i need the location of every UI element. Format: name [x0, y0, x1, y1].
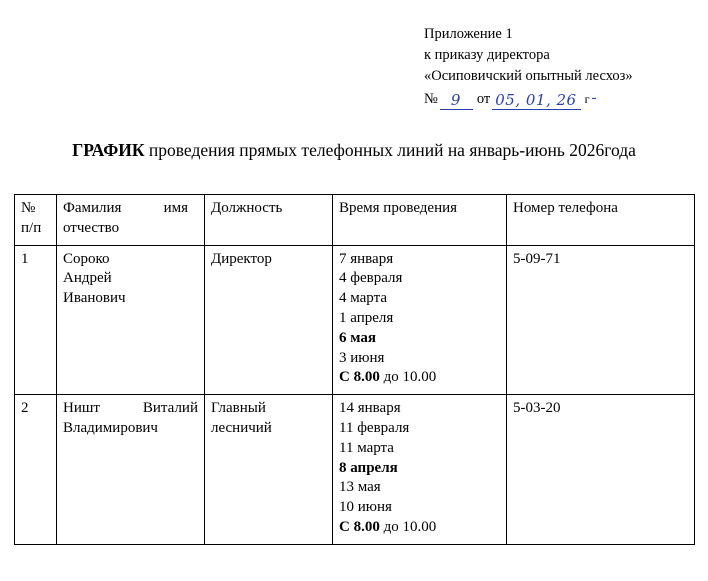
row-fullname-line: Владимирович	[63, 419, 158, 436]
row-time	[333, 245, 507, 395]
row-date-item: 8 апреля	[339, 459, 398, 476]
column-header-fullname-line1: Фамилия имя	[63, 200, 188, 216]
row-fullname-line: Андрей	[63, 270, 112, 287]
table-row	[15, 395, 695, 545]
page-title	[18, 140, 690, 161]
row-fullname-line: Сороко	[63, 250, 110, 267]
row-date-item: 14 января	[339, 400, 401, 417]
column-header-number-line2: п/п	[21, 219, 42, 236]
row-date-item: 4 февраля	[339, 270, 403, 287]
row-time-note-bold: С 8.00	[339, 369, 380, 386]
table-row	[15, 245, 695, 395]
row-date-item: 4 марта	[339, 290, 387, 307]
row-date-item: 11 февраля	[339, 419, 410, 436]
row-date-item: 3 июня	[339, 349, 385, 366]
document-header-block	[424, 24, 700, 110]
column-header-time: Время проведения	[333, 195, 507, 246]
row-phone: 5-03-20	[507, 395, 695, 545]
page-title-rest: проведения прямых телефонных линий на январь-июнь 2026года	[144, 140, 636, 160]
column-header-position: Должность	[205, 195, 333, 246]
row-position	[205, 395, 333, 545]
column-header-fullname-line2: отчество	[63, 219, 120, 236]
row-time-note	[339, 518, 500, 538]
order-year-mark: г	[584, 92, 590, 107]
page-title-bold: ГРАФИК	[72, 140, 145, 160]
column-header-phone: Номер телефона	[507, 195, 695, 246]
row-date-list	[339, 399, 500, 518]
column-header-number-line1: №	[21, 200, 36, 216]
row-time-note	[339, 368, 500, 388]
row-number: 1	[15, 245, 57, 395]
row-position-line: Главный	[211, 400, 266, 417]
handwritten-dash: -	[591, 90, 597, 107]
column-header-fullname	[57, 195, 205, 246]
header-number-date-line	[424, 88, 700, 110]
order-number-value: 9	[440, 92, 473, 110]
header-appendix-line: Приложение 1	[424, 26, 513, 42]
row-time-note-rest: до 10.00	[379, 518, 437, 535]
order-date-label: от	[476, 90, 491, 107]
row-date-item: 7 января	[339, 250, 394, 267]
row-date-item: 1 апреля	[339, 309, 394, 326]
row-position: Директор	[205, 245, 333, 395]
row-time-note-bold: С 8.00	[339, 518, 380, 535]
header-organization-line: «Осиповичский опытный лесхоз»	[424, 68, 633, 85]
table-header-row	[15, 195, 695, 246]
row-date-item: 6 мая	[339, 329, 376, 346]
row-fullname	[57, 245, 205, 395]
row-date-item: 11 марта	[339, 439, 394, 456]
row-time-note-rest: до 10.00	[379, 369, 437, 386]
row-date-list	[339, 250, 500, 369]
order-number-label: №	[424, 90, 438, 107]
header-order-line: к приказу директора	[424, 47, 550, 64]
row-time	[333, 395, 507, 545]
column-header-number	[15, 195, 57, 246]
row-date-item: 10 июня	[339, 499, 392, 516]
row-fullname-line: Иванович	[63, 290, 126, 307]
row-fullname-line: Ништ Виталий	[63, 400, 198, 417]
row-phone: 5-09-71	[507, 245, 695, 395]
row-number: 2	[15, 395, 57, 545]
row-position-line: лесничий	[211, 419, 272, 436]
order-date-value: 05, 01, 26	[492, 92, 580, 110]
row-date-item: 13 мая	[339, 479, 381, 496]
schedule-table	[14, 194, 695, 545]
row-fullname	[57, 395, 205, 545]
